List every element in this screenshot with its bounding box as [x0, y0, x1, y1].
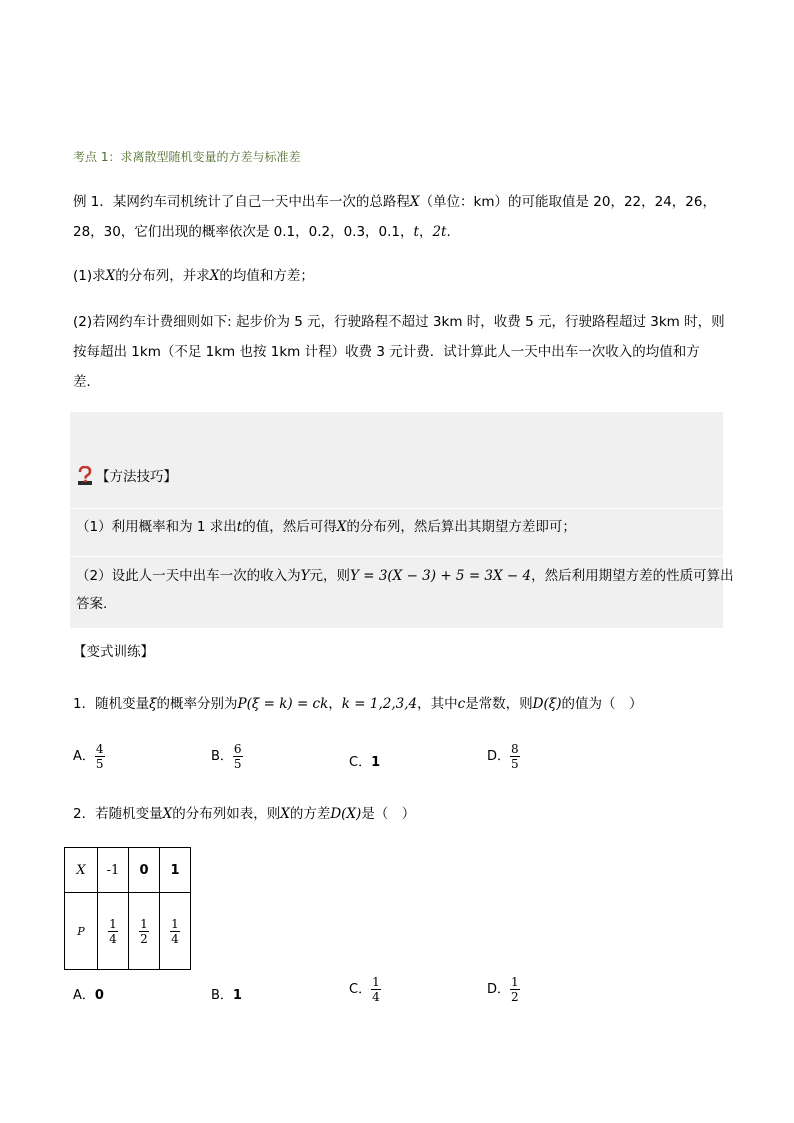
example-line-1 — [73, 192, 716, 212]
method-tip-2-line-2: 答案. — [76, 596, 108, 612]
option-c[interactable] — [349, 975, 381, 1004]
table-cell — [160, 893, 191, 970]
option-label: D． — [487, 749, 511, 764]
option-a[interactable] — [73, 742, 105, 771]
practice-question-2 — [73, 804, 415, 824]
denominator: 4 — [171, 931, 179, 946]
separator: ， — [418, 224, 433, 240]
fraction — [139, 917, 149, 946]
option-value: 1 — [232, 988, 242, 1003]
period: . — [446, 224, 451, 240]
variance-expression: D(X) — [330, 806, 362, 822]
fraction — [510, 975, 520, 1004]
question-text: 的均值和方差； — [219, 268, 314, 284]
option-label: D． — [487, 982, 511, 997]
option-value: 0 — [94, 988, 104, 1003]
section-title: 考点 1：求离散型随机变量的方差与标准差 — [73, 150, 301, 164]
fraction — [170, 917, 180, 946]
denominator: 2 — [140, 931, 148, 946]
fraction — [108, 917, 118, 946]
option-label: B． — [211, 749, 233, 764]
table-cell: 0 — [129, 848, 160, 893]
question-text: 是（ ） — [361, 806, 416, 822]
distribution-table — [64, 847, 191, 970]
practice-title: 【变式训练】 — [73, 644, 154, 660]
var-t: t — [236, 519, 243, 535]
table-row — [65, 893, 191, 970]
var-xi: ξ — [149, 696, 157, 712]
fraction — [233, 742, 243, 771]
table-cell — [129, 893, 160, 970]
table-row — [65, 848, 191, 893]
question-text: 的分布列如表，则 — [172, 806, 281, 822]
option-c[interactable] — [349, 751, 380, 770]
tip-text: 的分布列，然后算出其期望方差即可； — [346, 519, 576, 535]
denominator: 4 — [109, 931, 117, 946]
variance-expression: D(ξ) — [532, 696, 562, 712]
denominator: 5 — [95, 757, 104, 771]
var-x: X — [336, 519, 347, 535]
divider — [70, 556, 723, 557]
question-text: 的分布列，并求 — [115, 268, 210, 284]
numerator: 1 — [109, 916, 117, 931]
method-tip-1 — [76, 517, 576, 537]
denominator: 5 — [511, 757, 519, 771]
question-text: 是常数，则 — [465, 696, 533, 712]
option-label: C． — [349, 755, 372, 770]
question-mark-icon — [76, 466, 94, 486]
practice-question-1 — [73, 694, 642, 714]
question-text: ，其中 — [417, 696, 458, 712]
tip-text: （1）利用概率和为 1 求出 — [76, 519, 237, 535]
tip-text: 元，则 — [309, 568, 351, 584]
table-cell: X — [65, 848, 98, 893]
method-title: 【方法技巧】 — [96, 469, 177, 485]
var-c: c — [457, 696, 466, 712]
fraction — [371, 975, 381, 1004]
k-values: k = 1,2,3,4 — [341, 696, 418, 712]
option-a[interactable] — [73, 984, 104, 1003]
example-text: 28，30，它们出现的概率依次是 0.1，0.2，0.3，0.1， — [73, 224, 414, 240]
question-text: 1．随机变量 — [73, 696, 150, 712]
denominator: 2 — [511, 990, 519, 1004]
question-text: 的值为（ ） — [561, 696, 643, 712]
table-cell: P — [65, 893, 98, 970]
question-text: (1)求 — [73, 268, 106, 284]
var-2t: 2t — [432, 224, 447, 240]
question-text: 2．若随机变量 — [73, 806, 163, 822]
separator: ， — [328, 696, 342, 712]
var-t: t — [413, 224, 419, 240]
var-x: X — [280, 806, 290, 822]
question-2-line-3: 差． — [73, 374, 100, 390]
question-text: 的方差 — [289, 806, 331, 822]
example-line-2 — [73, 222, 451, 242]
fraction — [95, 742, 105, 771]
tip-text: （2）设此人一天中出车一次的收入为 — [76, 568, 301, 584]
table-cell: 1 — [160, 848, 191, 893]
var-x: X — [105, 268, 116, 284]
tip-text: ，然后利用期望方差的性质可算出 — [531, 568, 734, 584]
numerator: 6 — [233, 742, 242, 756]
option-d[interactable] — [487, 975, 520, 1004]
table-cell — [98, 893, 129, 970]
numerator: 1 — [171, 916, 179, 931]
tip-text: 的值，然后可得 — [242, 519, 337, 535]
denominator: 4 — [372, 990, 380, 1004]
var-y: Y — [300, 568, 310, 584]
fraction — [510, 742, 520, 771]
option-label: C． — [349, 982, 372, 997]
option-value: 1 — [371, 755, 381, 770]
question-2-line-2: 按每超出 1km（不足 1km 也按 1km 计程）收费 3 元计费．试计算此人一天中出车一次收入的均值和方 — [73, 344, 700, 360]
numerator: 1 — [372, 975, 380, 989]
option-label: B． — [211, 988, 233, 1003]
option-label: A． — [73, 749, 95, 764]
question-1 — [73, 266, 314, 286]
table-cell: -1 — [98, 848, 129, 893]
option-b[interactable] — [211, 742, 243, 771]
var-x: X — [409, 194, 420, 210]
numerator: 1 — [140, 916, 148, 931]
question-text: 的概率分别为 — [156, 696, 238, 712]
question-2-line-1: (2)若网约车计费细则如下: 起步价为 5 元，行驶路程不超过 3km 时，收费 5 元，行驶路程超过 3km 时，则 — [73, 314, 725, 330]
denominator: 5 — [233, 757, 242, 771]
formula: P(ξ = k) = ck — [237, 696, 329, 712]
formula: Y = 3(X − 3) + 5 = 3X − 4 — [350, 568, 532, 584]
option-b[interactable] — [211, 984, 242, 1003]
var-x: X — [162, 806, 173, 822]
option-label: A． — [73, 988, 95, 1003]
example-text: （单位：km）的可能取值是 20，22，24，26， — [419, 194, 716, 210]
numerator: 8 — [511, 742, 519, 756]
method-tip-2 — [76, 566, 734, 586]
example-text: 例 1．某网约车司机统计了自己一天中出车一次的总路程 — [73, 194, 410, 210]
option-d[interactable] — [487, 742, 520, 771]
numerator: 4 — [95, 742, 104, 756]
divider — [70, 508, 723, 509]
numerator: 1 — [511, 975, 519, 989]
var-x: X — [209, 268, 220, 284]
